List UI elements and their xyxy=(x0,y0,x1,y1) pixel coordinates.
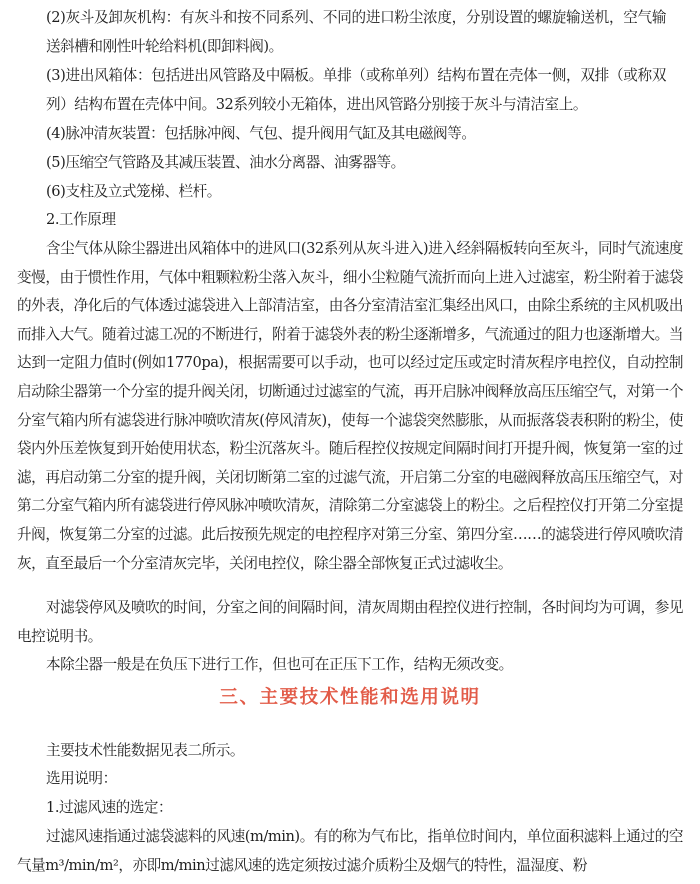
item-supports: (6)支柱及立式笼梯、栏杆。 xyxy=(46,183,221,200)
item-ash-hopper: (2)灰斗及卸灰机构：有灰斗和按不同系列、不同的进口粉尘浓度，分别设置的螺旋输送机，空气输送斜槽和刚性叶轮给料机(即卸料阀)。 xyxy=(46,9,666,55)
section-heading: 三、主要技术性能和选用说明 xyxy=(219,687,481,708)
item-compressed-air: (5)压缩空气管路及其减压装置、油水分离器、油雾器等。 xyxy=(46,154,405,171)
subheading-working-principle: 2.工作原理 xyxy=(46,211,116,228)
item-pulse-cleaning: (4)脉冲清灰装置：包括脉冲阀、气包、提升阀用气缸及其电磁阀等。 xyxy=(46,125,476,142)
paragraph-timing-control: 对滤袋停风及喷吹的时间，分室之间的间隔时间，清灰周期由程控仪进行控制，各时间均为可调，参见电控说明书。 xyxy=(17,599,683,645)
label-selection-notes: 选用说明： xyxy=(46,770,117,787)
paragraph-filter-velocity: 过滤风速指通过滤袋滤料的风速(m/min)。有的称为气布比，指单位时间内，单位面积滤料上通过的空气量m³/min/m²，亦即m/min过滤风速的选定须按过滤介质粉尘及烟气的特性，温湿度、粉 xyxy=(17,828,683,874)
paragraph-performance-data: 主要技术性能数据见表二所示。 xyxy=(46,742,245,759)
paragraph-pressure-mode: 本除尘器一般是在负压下进行工作，但也可在正压下工作，结构无须改变。 xyxy=(46,656,513,673)
item-air-box: (3)进出风箱体：包括进出风管路及中隔板。单排（或称单列）结构布置在壳体一侧，双排（或称双列）结构布置在壳体中间。32系列较小无箱体，进出风管路分别接于灰斗与清洁室上。 xyxy=(46,67,666,113)
paragraph-working-principle: 含尘气体从除尘器进出风箱体中的进风口(32系列从灰斗进入)进入经斜隔板转向至灰斗，同时气流速度变慢，由于惯性作用，气体中粗颗粒粉尘落入灰斗，细小尘粒随气流折而向上进入过滤室，粉尘附着于滤袋的外表，净化后的气体透过滤袋进入上部清洁室，由各分室清洁室汇集经出风口，由除尘系统的主风机吸出而排入大气。随着过滤工况的不断进行，附着于滤袋外表的粉尘逐渐增多，气流通过的阻力也逐渐增大。当达到一定阻力值时(例如1770pa)，根据需要可以手动，也可以经过定压或定时清灰程序电控仪，自动控制启动除尘器第一个分室的提升阀关闭，切断通过过滤室的气流，再开启脉冲阀释放高压压缩空气，对第一个分室气箱内所有滤袋进行脉冲喷吹清灰(停风清灰)，使每一个滤袋突然膨胀，从而振落袋表积附的粉尘，使袋内外压差恢复到开始使用状态，粉尘沉落灰斗。随后程控仪按规定间隔时间打开提升阀，恢复第一室的过滤，再启动第二分室的提升阀，关闭切断第二室的过滤气流，开启第二分室的电磁阀释放高压压缩空气，对第二分室气箱内所有滤袋进行停风脉冲喷吹清灰，清除第二分室滤袋上的粉尘。之后程控仪打开第二分室提升阀，恢复第二分室的过滤。此后按预先规定的电控程序对第三分室、第四分室……的滤袋进行停风喷吹清灰，直至最后一个分室清灰完毕，关闭电控仪，除尘器全部恢复正式过滤收尘。 xyxy=(17,240,683,572)
subheading-filter-velocity: 1.过滤风速的选定： xyxy=(46,799,173,816)
